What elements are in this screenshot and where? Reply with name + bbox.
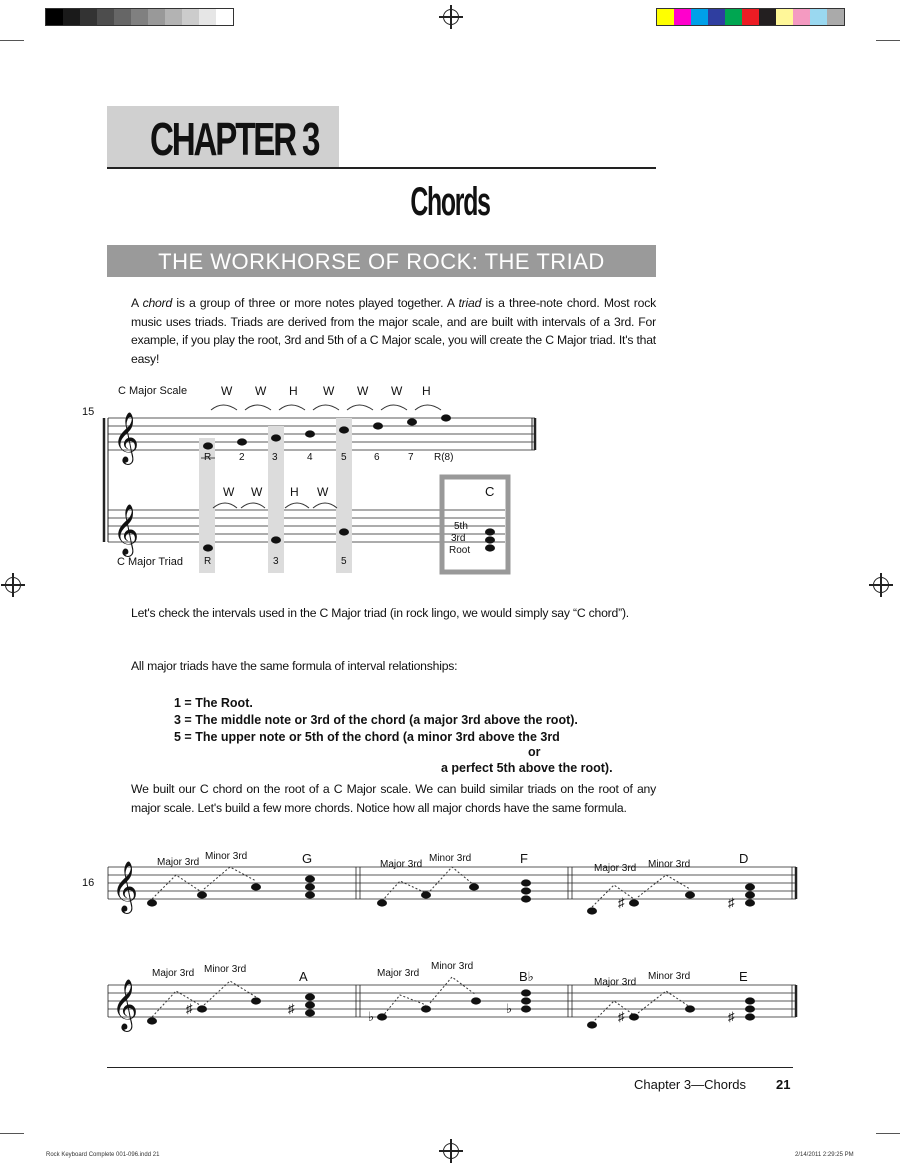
interval-label-major: Major 3rd [377, 968, 420, 979]
color-swatch [742, 9, 759, 25]
scale-degree-label: 6 [374, 452, 380, 463]
chord-symbol: E [739, 969, 748, 984]
chapter-rule [107, 167, 656, 169]
scale-degree-label: R [204, 452, 212, 463]
triad-degree-label: 5 [341, 556, 347, 567]
registration-mark-icon [5, 577, 21, 593]
interval-label-major: Major 3rd [380, 859, 423, 870]
scale-degree-label: 4 [307, 452, 313, 463]
svg-text:𝄞: 𝄞 [113, 413, 140, 462]
svg-text:𝄞: 𝄞 [113, 505, 140, 554]
svg-text:♯: ♯ [728, 1009, 735, 1024]
chord-symbol: B♭ [519, 969, 534, 984]
scale-degree-label: R(8) [434, 452, 454, 463]
scale-step-label: W [323, 384, 335, 398]
svg-text:♭: ♭ [368, 1009, 375, 1024]
crop-mark [0, 40, 24, 41]
color-swatch [674, 9, 691, 25]
scale-degree-label: 7 [408, 452, 414, 463]
color-swatch [216, 9, 233, 25]
scale-step-label: H [422, 384, 431, 398]
crop-mark [876, 1133, 900, 1134]
color-swatch [165, 9, 182, 25]
interval-label-minor: Minor 3rd [648, 859, 691, 870]
formula-fifth-alt: a perfect 5th above the root). [441, 761, 613, 775]
svg-text:♭: ♭ [506, 1001, 513, 1016]
interval-label-major: Major 3rd [594, 863, 637, 874]
color-swatch [80, 9, 97, 25]
slug-left: Rock Keyboard Complete 001-096.indd 21 [46, 1152, 160, 1158]
interval-label-minor: Minor 3rd [431, 961, 474, 972]
triad-step-label: W [223, 485, 235, 499]
interval-label-minor: Minor 3rd [205, 851, 248, 862]
registration-mark-icon [443, 1143, 459, 1159]
color-swatch [46, 9, 63, 25]
chord-part-3rd: 3rd [451, 533, 466, 544]
registration-mark-icon [443, 9, 459, 25]
running-head: Chapter 3—Chords [634, 1077, 746, 1092]
scale-step-label: W [357, 384, 369, 398]
triad-degree-label: 3 [273, 556, 279, 567]
page-title-text: Chords [410, 180, 490, 224]
scale-step-label: H [289, 384, 298, 398]
scale-step-label: W [391, 384, 403, 398]
color-swatch [810, 9, 827, 25]
section-banner [107, 245, 656, 277]
triad-label: C Major Triad [117, 556, 184, 568]
scale-degree-label: 2 [239, 452, 245, 463]
interval-label-major: Major 3rd [157, 857, 200, 868]
formula-third: 3 = The middle note or 3rd of the chord (a major 3rd above the root). [174, 713, 578, 727]
paragraph-build-chords: We built our C chord on the root of a C Major scale. We can build similar triads on the root of any major scale. Let's build a few more chords. Notice how all major chords have the same formula. [131, 782, 656, 815]
formula-fifth: 5 = The upper note or 5th of the chord (a minor 3rd above the 3rd [174, 730, 560, 744]
example-16-notation [100, 845, 800, 1045]
scale-degree-label: 5 [341, 452, 347, 463]
intro-text: A [131, 296, 143, 310]
triad-degree-label: R [204, 556, 212, 567]
chord-symbol: F [520, 851, 528, 866]
chord-part-5th: 5th [454, 521, 468, 532]
color-swatch [827, 9, 844, 25]
svg-text:♯: ♯ [618, 1009, 625, 1024]
interval-label-major: Major 3rd [594, 977, 637, 988]
slug-right: 2/14/2011 2:29:25 PM [795, 1152, 854, 1158]
color-swatch [63, 9, 80, 25]
gray-calibration-bar [45, 8, 234, 26]
chord-symbol: D [739, 851, 749, 866]
chord-symbol: G [302, 851, 313, 866]
interval-label-minor: Minor 3rd [648, 971, 691, 982]
intro-paragraph [131, 294, 656, 368]
term-chord: chord [142, 296, 173, 310]
scale-step-label: W [255, 384, 267, 398]
color-swatch [97, 9, 114, 25]
color-swatch [793, 9, 810, 25]
chord-symbol: A [299, 969, 308, 984]
triad-step-label: W [251, 485, 263, 499]
svg-text:♯: ♯ [728, 895, 735, 910]
intro-text: is a three-note chord. Most rock music uses triads. Triads are derived from the major scale, and are built with intervals of a 3rd. For example, if you play the root, 3rd and 5th of a C Major scale, you will create the C Major triad. It's that easy! [131, 296, 656, 366]
color-swatch [776, 9, 793, 25]
example-number: 16 [82, 877, 95, 889]
interval-label-minor: Minor 3rd [429, 853, 472, 864]
color-swatch [199, 9, 216, 25]
formula-root: 1 = The Root. [174, 696, 253, 710]
triad-step-label: W [317, 485, 329, 499]
crop-mark [876, 40, 900, 41]
color-swatch [759, 9, 776, 25]
footer-rule [107, 1067, 793, 1068]
interval-label-minor: Minor 3rd [204, 964, 247, 975]
color-calibration-bar [656, 8, 845, 26]
color-swatch [114, 9, 131, 25]
color-swatch [708, 9, 725, 25]
example-15-notation [75, 380, 545, 580]
svg-text:♯: ♯ [618, 895, 625, 910]
svg-text:𝄞: 𝄞 [112, 980, 139, 1029]
example-number: 15 [82, 406, 95, 418]
intro-text: is a group of three or more notes played together. A [172, 296, 459, 310]
registration-mark-icon [873, 577, 889, 593]
svg-text:♯: ♯ [186, 1001, 193, 1016]
color-swatch [182, 9, 199, 25]
color-swatch [657, 9, 674, 25]
page-title [0, 180, 900, 225]
triad-step-label: H [290, 485, 299, 499]
color-swatch [725, 9, 742, 25]
svg-text:𝄞: 𝄞 [112, 862, 139, 911]
chapter-label: CHAPTER 3 [150, 113, 319, 165]
page-number: 21 [776, 1077, 791, 1092]
paragraph-formula-intro: All major triads have the same formula of interval relationships: [131, 659, 458, 673]
scale-step-label: W [221, 384, 233, 398]
section-heading: THE WORKHORSE OF ROCK: THE TRIAD [158, 249, 605, 274]
color-swatch [131, 9, 148, 25]
crop-mark [0, 1133, 24, 1134]
scale-label: C Major Scale [118, 385, 188, 397]
chord-part-root: Root [449, 545, 471, 556]
term-triad: triad [458, 296, 482, 310]
color-swatch [691, 9, 708, 25]
paragraph-intervals: Let's check the intervals used in the C Major triad (in rock lingo, we would simply say “C chord”). [131, 606, 629, 620]
scale-degree-label: 3 [272, 452, 278, 463]
formula-or: or [528, 745, 541, 759]
interval-label-major: Major 3rd [152, 968, 195, 979]
chord-name: C [485, 484, 495, 499]
color-swatch [148, 9, 165, 25]
svg-text:♯: ♯ [288, 1001, 295, 1016]
